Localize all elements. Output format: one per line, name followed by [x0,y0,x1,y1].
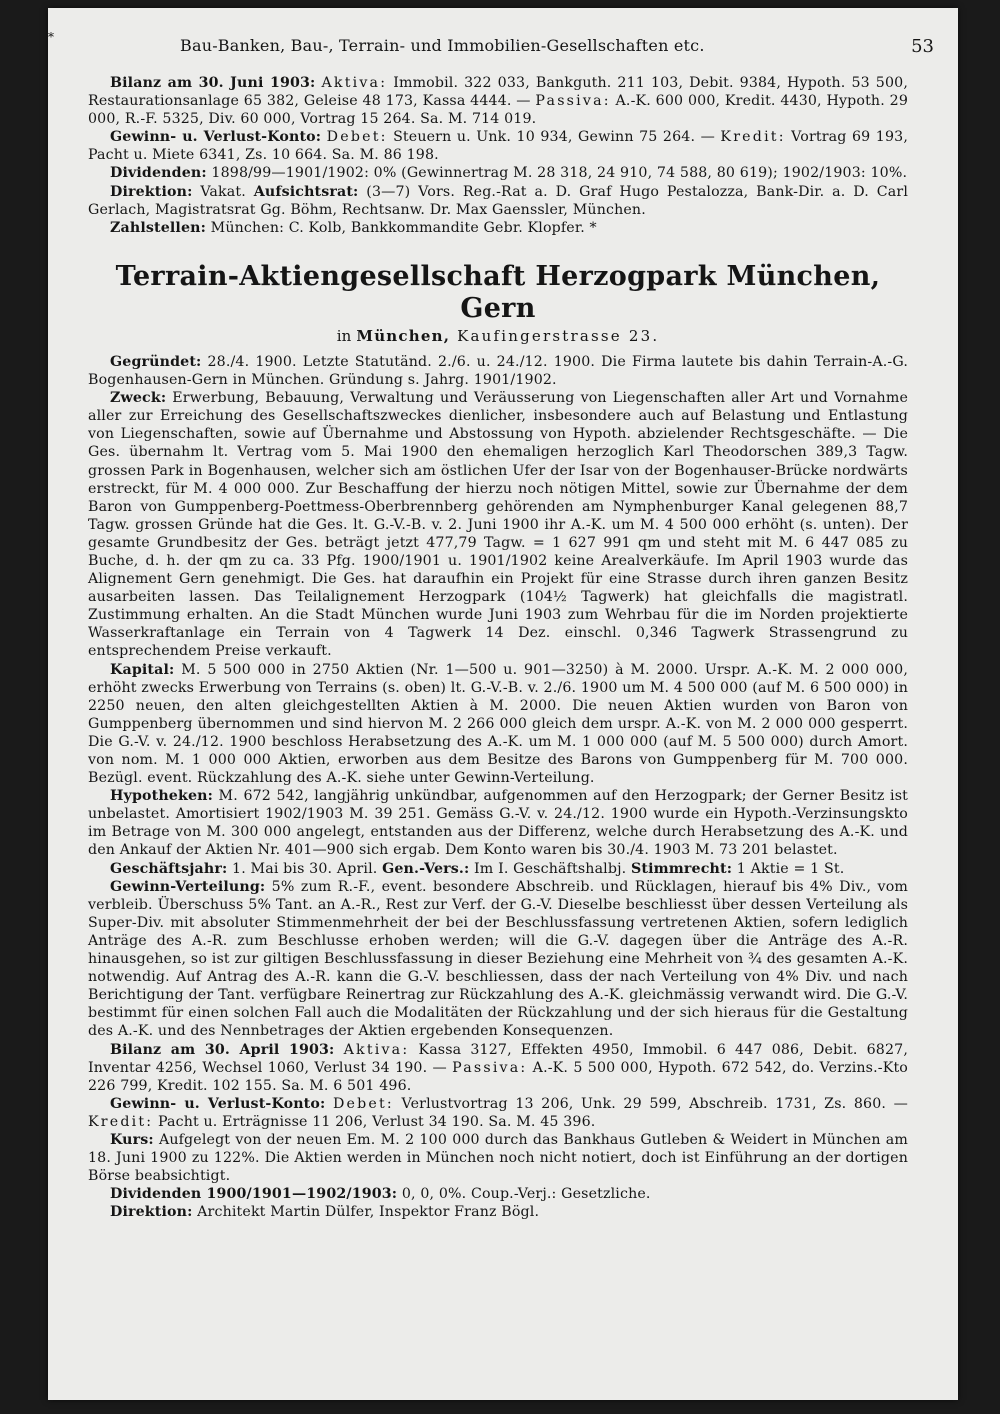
running-title: Bau-Banken, Bau-, Terrain- und Immobilien-Gesellschaften etc. [180,36,705,55]
section-gewinn-verteilung: Gewinn-Verteilung: 5% zum R.-F., event. besondere Abschreib. und Rücklagen, hierauf bis 4% Div., vom verbleib. Überschuss 5% Tant. an A.-R., Rest zur Verf. der G.-V. Dieselbe beschliesst über dessen Verteilung als Super-Div. mit absoluter Stimmenmehrheit der bei der Beschlussfassung vertretenen Aktien, sofern lediglich Anträge des A.-R. zum Beschlusse erhoben werden; will die G.-V. dagegen über die Anträge des A.-R. hinausgehen, so ist zur giltigen Beschlussfassung in dieser Beziehung eine Mehrheit von ¾ des gesamten A.-K. notwendig. Auf Antrag des A.-R. kann die G.-V. beschliessen, dass der nach Verteilung von 4% Div. und nach Berichtigung der Tant. verfügbare Reinertrag zur Rückzahlung des A.-K. gleichmässig verwandt wird. Die G.-V. bestimmt für einen solchen Fall auch die Modalitäten der Rückzahlung und der sich hieraus für die Gestaltung des A.-K. und des Nennbetrages der Aktien ergebenden Konsequenzen. [88,878,908,1040]
section-kapital: Kapital: M. 5 500 000 in 2750 Aktien (Nr. 1—500 u. 901—3250) à M. 2000. Urspr. A.-K. M. 2 000 000, erhöht zwecks Erwerbung von Terrains (s. oben) lt. G.-V.-B. v. 2./6. 1900 um M. 4 500 000 (auf M. 6 500 000) in 2250 neuen, den alten gleichgestellten Aktien à M. 2000. Die neuen Aktien wurden von Baron von Gumppenberg übernommen und sind hiervon M. 2 266 000 gleich dem urspr. A.-K. von M. 2 000 000 gesperrt. Die G.-V. v. 24./12. 1900 beschloss Herabsetzung des A.-K. um M. 1 000 000 (auf M. 5 500 000) durch Amort. von nom. M. 1 000 000 Aktien, erworben aus dem Besitze des Barons von Gumppenberg für M. 700 000. Bezügl. event. Rückzahlung des A.-K. siehe unter Gewinn-Verteilung. [88,661,908,787]
section-guv: Gewinn- u. Verlust-Konto: Debet: Verlustvortrag 13 206, Unk. 29 599, Abschreib. 1731, Zs. 860. — Kredit: Pacht u. Erträgnisse 11 206, Verlust 34 190. Sa. M. 45 396. [88,1095,908,1130]
prev-bilanz: Bilanz am 30. Juni 1903: Aktiva: Immobil. 322 033, Bankguth. 211 103, Debit. 9384, Hypoth. 53 500, Restaurationsanlage 65 382, Geleise 48 173, Kassa 4444. — Passiva: A.-K. 600 000, Kredit. 4430, Hypoth. 29 000, R.-F. 5325, Div. 60 000, Vortrag 15 264. Sa. M. 714 019. [88,75,908,128]
company-title: Terrain-Aktiengesellschaft Herzogpark München, Gern [115,260,881,324]
section-bilanz: Bilanz am 30. April 1903: Aktiva: Kassa 3127, Effekten 4950, Immobil. 6 447 086, Debit. 6827, Inventar 4256, Wechsel 1060, Verlust 34 190. — Passiva: A.-K. 5 500 000, Hypoth. 672 542, do. Verzins.-Kto 226 799, Kredit. 102 155. Sa. M. 6 501 496. [88,1041,908,1094]
section-direktion: Direktion: Architekt Martin Dülfer, Inspektor Franz Bögl. [110,1204,540,1221]
page-mark: * [48,30,54,44]
section-hypotheken: Hypotheken: M. 672 542, langjährig unkündbar, aufgenommen auf den Herzogpark; der Gerner Besitz ist unbelastet. Amortisiert 1902/1903 M. 39 251. Gemäss G.-V. v. 24./12. 1900 wurde ein Hypoth.-Verzinsungskto im Betrage von M. 300 000 angelegt, entstanden aus der Differenz, welche durch Herabsetzung des A.-K. und den Ankauf der Aktien Nr. 401—900 sich ergab. Dem Konto waren bis 30./4. 1903 M. 73 201 belastet. [88,788,908,859]
running-header [48,30,958,62]
page-body [88,74,908,1221]
prev-direktion: Direktion: Vakat. Aufsichtsrat: (3—7) Vors. Reg.-Rat a. D. Graf Hugo Pestalozza, Bank-Dir. a. D. Carl Gerlach, Magistratsrat Gg. Böhm, Rechtsanw. Dr. Max Gaenssler, München. [88,183,909,218]
prev-guv: Gewinn- u. Verlust-Konto: Debet: Steuern u. Unk. 10 934, Gewinn 75 264. — Kredit: Vortrag 69 193, Pacht u. Miete 6341, Zs. 10 664. Sa. M. 86 198. [88,129,908,164]
prev-dividenden: Dividenden: 1898/99—1901/1902: 0% (Gewinnertrag M. 28 318, 24 910, 74 588, 80 619); 1902/1903: 10%. [110,165,908,182]
section-kurs: Kurs: Aufgelegt von der neuen Em. M. 2 100 000 durch das Bankhaus Gutleben & Weidert in München am 18. Juni 1900 zu 122%. Die Aktien werden in München noch nicht notiert, doch ist Einführung an der dortigen Börse beabsichtigt. [88,1131,908,1185]
prev-zahlstellen: Zahlstellen: München: C. Kolb, Bankkommandite Gebr. Klopfer. * [110,219,597,236]
section-dividenden: Dividenden 1900/1901—1902/1903: 0, 0, 0%. Coup.-Verj.: Gesetzliche. [110,1186,651,1203]
section-geschaeftsjahr: Geschäftsjahr: 1. Mai bis 30. April. Gen.-Vers.: Im I. Geschäftshalbj. Stimmrecht: 1 Aktie = 1 St. [110,860,845,877]
section-gegruendet: Gegründet: 28./4. 1900. Letzte Statutänd. 2./6. u. 24./12. 1900. Die Firma lautete bis dahin Terrain-A.-G. Bogenhausen-Gern in München. Gründung s. Jahrg. 1901/1902. [88,353,908,389]
company-address: in München, Kaufingerstrasse 23. [336,326,660,345]
page-number: 53 [911,36,934,57]
section-zweck: Zweck: Erwerbung, Bebauung, Verwaltung und Veräusserung von Liegenschaften aller Art und Vornahme aller zur Erreichung des Gesellschaftszweckes dienlicher, insbesondere auch auf Belastung und Entlastung von Liegenschaften, sowie auf Übernahme und Abstossung von Hypoth. abzielender Rechtsgeschäfte. — Die Ges. übernahm lt. Vertrag vom 5. Mai 1900 den ehemaligen herzoglich Karl Theodorschen 389,3 Tagw. grossen Park in Bogenhausen, welcher sich am östlichen Ufer der Isar von der Bogenhauser-Brücke nordwärts erstreckt, für M. 4 000 000. Zur Beschaffung der hierzu noch nötigen Mittel, sowie zur Übernahme der dem Baron von Gumppenberg-Poettmess-Oberbrennberg gehörenden am Nymphenburger Kanal gelegenen 88,7 Tagw. grossen Gründe hat die Ges. lt. G.-V.-B. v. 2. Juni 1900 ihr A.-K. um M. 4 500 000 erhöht (s. unten). Der gesamte Grundbesitz der Ges. beträgt jetzt 477,79 Tagw. = 1 627 991 qm und steht mit M. 6 447 085 zu Buche, d. h. der qm zu ca. 33 Pfg. 1900/1901 u. 1901/1902 keine Arealverkäufe. Im April 1903 wurde das Alignement Gern genehmigt. Die Ges. hat daraufhin ein Projekt für eine Strasse durch ihren ganzen Besitz ausarbeiten lassen. Das Teilalignement Herzogpark (104½ Tagwerk) hat gleichfalls die magistratl. Zustimmung erhalten. An die Stadt München wurde Juni 1903 zum Wehrbau für die im Norden projektierte Wasserkraftanlage ein Terrain von 4 Tagwerk 14 Dez. einschl. 0,346 Tagwerk Strassengrund zu entsprechendem Preise verkauft. [88,390,908,660]
document-page [48,8,958,1400]
